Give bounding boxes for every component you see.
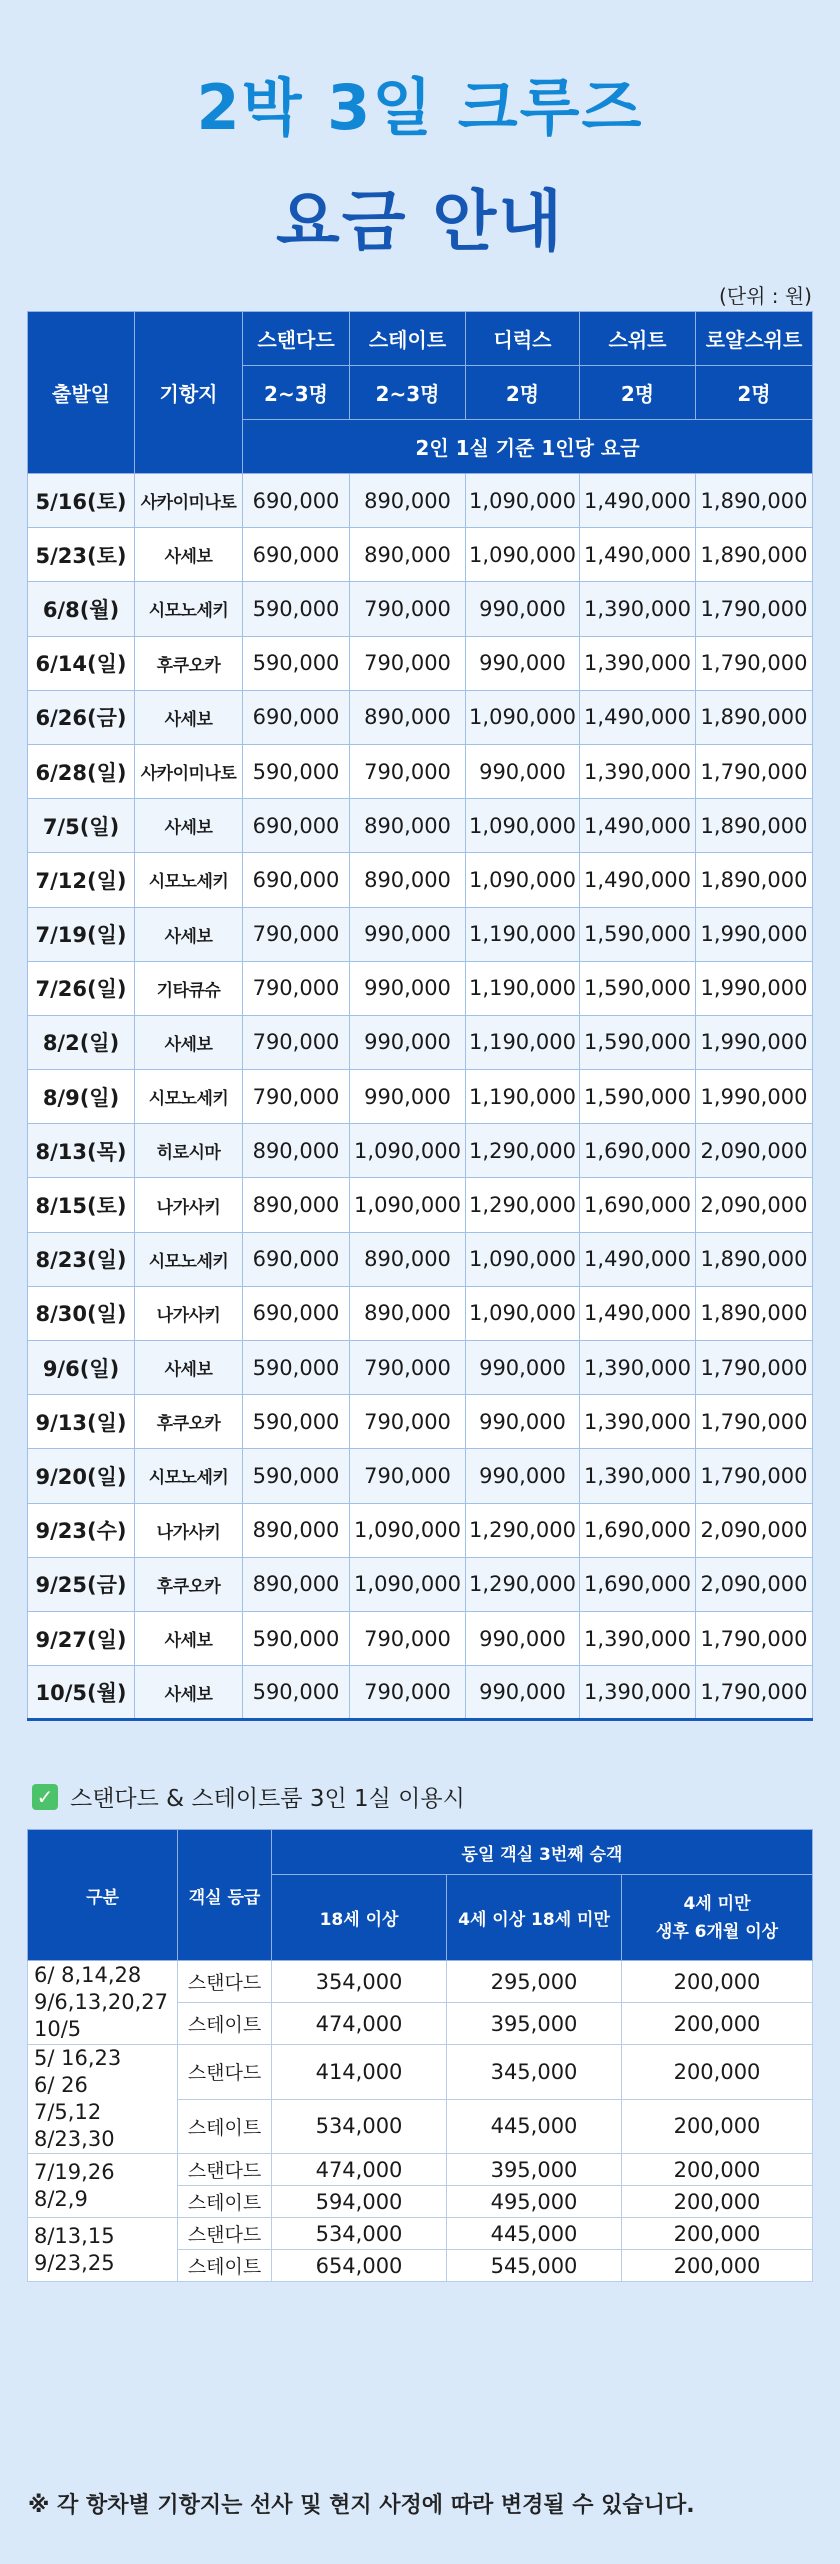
price-cell: 690,000 xyxy=(243,1232,350,1286)
price-cell: 2,090,000 xyxy=(696,1124,813,1178)
price-cell: 690,000 xyxy=(243,528,350,582)
price-cell: 790,000 xyxy=(350,1449,466,1503)
port-of-call: 기타큐슈 xyxy=(135,961,243,1015)
price-cell: 1,790,000 xyxy=(696,1666,813,1720)
fare-table xyxy=(27,311,813,1721)
price-cell: 790,000 xyxy=(350,1341,466,1395)
price-cell: 1,890,000 xyxy=(696,799,813,853)
col-header-grade: 객실 등급 xyxy=(178,1830,272,1961)
room-type-header: 디럭스 xyxy=(466,312,580,366)
price-cell: 790,000 xyxy=(350,636,466,690)
price-cell: 990,000 xyxy=(350,1070,466,1124)
port-of-call: 후쿠오카 xyxy=(135,1557,243,1611)
departure-date: 9/20(일) xyxy=(28,1449,135,1503)
price-cell: 1,390,000 xyxy=(580,1611,696,1665)
price-cell: 790,000 xyxy=(350,1666,466,1720)
unit-note: (단위 : 원) xyxy=(718,284,812,308)
port-of-call: 사세보 xyxy=(135,1015,243,1069)
price-cell: 534,000 xyxy=(272,2099,447,2154)
price-cell: 590,000 xyxy=(243,744,350,798)
table-row xyxy=(28,1070,813,1124)
price-cell: 590,000 xyxy=(243,636,350,690)
price-cell: 1,490,000 xyxy=(580,853,696,907)
price-cell: 1,090,000 xyxy=(350,1178,466,1232)
room-type-header: 스테이트 xyxy=(350,312,466,366)
price-cell: 1,090,000 xyxy=(466,528,580,582)
port-of-call: 사세보 xyxy=(135,1611,243,1665)
price-cell: 1,590,000 xyxy=(580,961,696,1015)
table-row xyxy=(28,1611,813,1665)
price-cell: 1,790,000 xyxy=(696,1341,813,1395)
price-cell: 295,000 xyxy=(447,1961,622,2003)
price-cell: 1,290,000 xyxy=(466,1124,580,1178)
room-grade: 스탠다드 xyxy=(178,2218,272,2250)
table-row xyxy=(28,528,813,582)
room-grade: 스테이트 xyxy=(178,2003,272,2045)
departure-date: 5/23(토) xyxy=(28,528,135,582)
price-cell: 1,190,000 xyxy=(466,961,580,1015)
table-row xyxy=(28,1232,813,1286)
price-cell: 1,690,000 xyxy=(580,1178,696,1232)
price-cell: 594,000 xyxy=(272,2186,447,2218)
table-row xyxy=(28,907,813,961)
price-cell: 990,000 xyxy=(350,1015,466,1069)
price-cell: 790,000 xyxy=(350,582,466,636)
price-cell: 890,000 xyxy=(350,474,466,528)
occupancy-header: 2명 xyxy=(580,366,696,420)
departure-date: 7/12(일) xyxy=(28,853,135,907)
price-cell: 445,000 xyxy=(447,2099,622,2154)
price-cell: 990,000 xyxy=(466,1341,580,1395)
port-of-call: 시모노세키 xyxy=(135,853,243,907)
price-cell: 590,000 xyxy=(243,1611,350,1665)
room-grade: 스테이트 xyxy=(178,2250,272,2282)
price-cell: 890,000 xyxy=(350,528,466,582)
price-cell: 1,790,000 xyxy=(696,1395,813,1449)
departure-date: 8/15(토) xyxy=(28,1178,135,1232)
table-row xyxy=(28,961,813,1015)
price-cell: 1,690,000 xyxy=(580,1557,696,1611)
price-cell: 1,890,000 xyxy=(696,690,813,744)
price-cell: 1,990,000 xyxy=(696,1070,813,1124)
price-cell: 200,000 xyxy=(622,2099,813,2154)
check-box-icon: ✓ xyxy=(32,1784,58,1810)
price-cell: 890,000 xyxy=(243,1503,350,1557)
price-cell: 2,090,000 xyxy=(696,1503,813,1557)
port-of-call: 시모노세키 xyxy=(135,1070,243,1124)
price-cell: 790,000 xyxy=(350,1611,466,1665)
departure-date: 8/13(목) xyxy=(28,1124,135,1178)
departure-date: 7/26(일) xyxy=(28,961,135,1015)
price-cell: 1,890,000 xyxy=(696,1232,813,1286)
price-cell: 1,490,000 xyxy=(580,474,696,528)
price-cell: 990,000 xyxy=(466,1395,580,1449)
table-row xyxy=(28,2154,813,2186)
price-cell: 345,000 xyxy=(447,2045,622,2100)
port-of-call: 후쿠오카 xyxy=(135,636,243,690)
room-grade: 스탠다드 xyxy=(178,1961,272,2003)
price-cell: 890,000 xyxy=(243,1557,350,1611)
port-of-call: 시모노세키 xyxy=(135,582,243,636)
price-cell: 990,000 xyxy=(466,636,580,690)
table-row xyxy=(28,1286,813,1340)
price-cell: 545,000 xyxy=(447,2250,622,2282)
price-cell: 790,000 xyxy=(243,907,350,961)
price-cell: 790,000 xyxy=(243,961,350,1015)
price-cell: 590,000 xyxy=(243,1666,350,1720)
occupancy-header: 2명 xyxy=(696,366,813,420)
departure-date: 8/30(일) xyxy=(28,1286,135,1340)
table-row xyxy=(28,474,813,528)
port-of-call: 사카이미나토 xyxy=(135,744,243,798)
price-cell: 2,090,000 xyxy=(696,1557,813,1611)
price-cell: 1,090,000 xyxy=(350,1503,466,1557)
price-cell: 1,090,000 xyxy=(466,853,580,907)
price-cell: 200,000 xyxy=(622,2218,813,2250)
port-of-call: 시모노세키 xyxy=(135,1449,243,1503)
price-cell: 495,000 xyxy=(447,2186,622,2218)
date-group: 6/ 8,14,28 9/6,13,20,27 10/5 xyxy=(28,1961,178,2045)
price-cell: 1,790,000 xyxy=(696,582,813,636)
port-of-call: 나가사키 xyxy=(135,1503,243,1557)
port-of-call: 사세보 xyxy=(135,1666,243,1720)
price-cell: 1,390,000 xyxy=(580,636,696,690)
price-cell: 790,000 xyxy=(350,1395,466,1449)
price-cell: 1,490,000 xyxy=(580,1286,696,1340)
table-row xyxy=(28,1015,813,1069)
price-cell: 890,000 xyxy=(243,1124,350,1178)
col-header-departure: 출발일 xyxy=(28,312,135,474)
price-cell: 1,190,000 xyxy=(466,1070,580,1124)
price-cell: 200,000 xyxy=(622,2250,813,2282)
age-header: 4세 이상 18세 미만 xyxy=(447,1875,622,1961)
table-row xyxy=(28,1395,813,1449)
price-cell: 590,000 xyxy=(243,1341,350,1395)
price-cell: 790,000 xyxy=(243,1015,350,1069)
room-grade: 스탠다드 xyxy=(178,2045,272,2100)
price-cell: 1,390,000 xyxy=(580,1395,696,1449)
price-cell: 1,890,000 xyxy=(696,474,813,528)
price-cell: 890,000 xyxy=(243,1178,350,1232)
price-cell: 534,000 xyxy=(272,2218,447,2250)
price-cell: 1,390,000 xyxy=(580,1449,696,1503)
price-cell: 1,090,000 xyxy=(350,1557,466,1611)
price-cell: 690,000 xyxy=(243,853,350,907)
departure-date: 7/5(일) xyxy=(28,799,135,853)
price-cell: 690,000 xyxy=(243,1286,350,1340)
price-cell: 990,000 xyxy=(350,961,466,1015)
date-group: 7/19,26 8/2,9 xyxy=(28,2154,178,2218)
price-cell: 395,000 xyxy=(447,2003,622,2045)
price-cell: 990,000 xyxy=(466,582,580,636)
price-cell: 1,390,000 xyxy=(580,1341,696,1395)
price-cell: 990,000 xyxy=(466,744,580,798)
departure-date: 7/19(일) xyxy=(28,907,135,961)
port-of-call: 사세보 xyxy=(135,799,243,853)
departure-date: 10/5(월) xyxy=(28,1666,135,1720)
table-row xyxy=(28,1124,813,1178)
price-cell: 1,890,000 xyxy=(696,853,813,907)
price-cell: 1,890,000 xyxy=(696,528,813,582)
occupancy-header: 2~3명 xyxy=(350,366,466,420)
departure-date: 8/9(일) xyxy=(28,1070,135,1124)
room-type-header: 스위트 xyxy=(580,312,696,366)
price-cell: 890,000 xyxy=(350,690,466,744)
price-cell: 1,590,000 xyxy=(580,907,696,961)
price-cell: 2,090,000 xyxy=(696,1178,813,1232)
price-cell: 1,690,000 xyxy=(580,1124,696,1178)
triple-fare-table xyxy=(27,1829,813,2282)
table-row xyxy=(28,1178,813,1232)
page-subtitle: 요금 안내 xyxy=(275,183,564,260)
price-cell: 590,000 xyxy=(243,582,350,636)
footnote: ※ 각 항차별 기항지는 선사 및 현지 사정에 따라 변경될 수 있습니다. xyxy=(28,2493,695,2518)
price-cell: 1,090,000 xyxy=(466,474,580,528)
price-cell: 445,000 xyxy=(447,2218,622,2250)
price-cell: 200,000 xyxy=(622,2003,813,2045)
price-cell: 200,000 xyxy=(622,1961,813,2003)
price-cell: 1,090,000 xyxy=(466,1232,580,1286)
departure-date: 9/27(일) xyxy=(28,1611,135,1665)
table-row xyxy=(28,1666,813,1720)
room-type-header: 스탠다드 xyxy=(243,312,350,366)
price-cell: 1,490,000 xyxy=(580,799,696,853)
price-cell: 474,000 xyxy=(272,2154,447,2186)
price-cell: 1,290,000 xyxy=(466,1178,580,1232)
departure-date: 9/6(일) xyxy=(28,1341,135,1395)
price-cell: 590,000 xyxy=(243,1395,350,1449)
triple-section-heading xyxy=(32,1780,465,1813)
port-of-call: 사세보 xyxy=(135,1341,243,1395)
room-type-header: 로얄스위트 xyxy=(696,312,813,366)
age-header: 18세 이상 xyxy=(272,1875,447,1961)
price-cell: 1,390,000 xyxy=(580,582,696,636)
occupancy-header: 2~3명 xyxy=(243,366,350,420)
price-cell: 990,000 xyxy=(466,1611,580,1665)
price-cell: 990,000 xyxy=(350,907,466,961)
price-cell: 414,000 xyxy=(272,2045,447,2100)
port-of-call: 사세보 xyxy=(135,907,243,961)
price-cell: 890,000 xyxy=(350,1232,466,1286)
port-of-call: 나가사키 xyxy=(135,1286,243,1340)
port-of-call: 사세보 xyxy=(135,528,243,582)
room-grade: 스테이트 xyxy=(178,2099,272,2154)
col-header-third-passenger: 동일 객실 3번째 승객 xyxy=(272,1830,813,1875)
price-cell: 1,190,000 xyxy=(466,1015,580,1069)
table-row xyxy=(28,1961,813,2003)
price-cell: 790,000 xyxy=(350,744,466,798)
price-cell: 354,000 xyxy=(272,1961,447,2003)
room-grade: 스탠다드 xyxy=(178,2154,272,2186)
port-of-call: 사세보 xyxy=(135,690,243,744)
departure-date: 9/23(수) xyxy=(28,1503,135,1557)
age-header: 4세 미만 생후 6개월 이상 xyxy=(622,1875,813,1961)
price-cell: 1,490,000 xyxy=(580,690,696,744)
price-cell: 1,990,000 xyxy=(696,907,813,961)
table-row xyxy=(28,582,813,636)
price-cell: 474,000 xyxy=(272,2003,447,2045)
port-of-call: 히로시마 xyxy=(135,1124,243,1178)
price-cell: 1,290,000 xyxy=(466,1503,580,1557)
table-row xyxy=(28,1449,813,1503)
table-row xyxy=(28,636,813,690)
departure-date: 5/16(토) xyxy=(28,474,135,528)
table-row xyxy=(28,799,813,853)
price-cell: 1,790,000 xyxy=(696,1611,813,1665)
price-cell: 1,590,000 xyxy=(580,1070,696,1124)
price-cell: 1,290,000 xyxy=(466,1557,580,1611)
price-cell: 990,000 xyxy=(466,1449,580,1503)
table-row xyxy=(28,1341,813,1395)
departure-date: 9/13(일) xyxy=(28,1395,135,1449)
price-cell: 1,190,000 xyxy=(466,907,580,961)
price-cell: 395,000 xyxy=(447,2154,622,2186)
table-row xyxy=(28,1557,813,1611)
departure-date: 6/14(일) xyxy=(28,636,135,690)
col-header-port: 기항지 xyxy=(135,312,243,474)
basis-note-header: 2인 1실 기준 1인당 요금 xyxy=(243,420,813,474)
price-cell: 1,090,000 xyxy=(466,690,580,744)
price-cell: 654,000 xyxy=(272,2250,447,2282)
price-cell: 1,790,000 xyxy=(696,636,813,690)
port-of-call: 나가사키 xyxy=(135,1178,243,1232)
price-cell: 1,690,000 xyxy=(580,1503,696,1557)
port-of-call: 후쿠오카 xyxy=(135,1395,243,1449)
port-of-call: 시모노세키 xyxy=(135,1232,243,1286)
price-cell: 990,000 xyxy=(466,1666,580,1720)
price-cell: 1,390,000 xyxy=(580,1666,696,1720)
price-cell: 890,000 xyxy=(350,853,466,907)
price-cell: 1,090,000 xyxy=(466,1286,580,1340)
table-row xyxy=(28,744,813,798)
price-cell: 1,890,000 xyxy=(696,1286,813,1340)
price-cell: 1,790,000 xyxy=(696,1449,813,1503)
price-cell: 200,000 xyxy=(622,2154,813,2186)
port-of-call: 사카이미나토 xyxy=(135,474,243,528)
table-row xyxy=(28,853,813,907)
price-cell: 1,390,000 xyxy=(580,744,696,798)
departure-date: 8/2(일) xyxy=(28,1015,135,1069)
departure-date: 9/25(금) xyxy=(28,1557,135,1611)
price-cell: 1,490,000 xyxy=(580,1232,696,1286)
col-header-group: 구분 xyxy=(28,1830,178,1961)
departure-date: 8/23(일) xyxy=(28,1232,135,1286)
page-title: 2박 3일 크루즈 xyxy=(196,71,644,144)
price-cell: 1,490,000 xyxy=(580,528,696,582)
price-cell: 1,990,000 xyxy=(696,1015,813,1069)
price-cell: 200,000 xyxy=(622,2045,813,2100)
occupancy-header: 2명 xyxy=(466,366,580,420)
departure-date: 6/8(월) xyxy=(28,582,135,636)
price-cell: 690,000 xyxy=(243,474,350,528)
triple-section-title: 스탠다드 & 스테이트룸 3인 1실 이용시 xyxy=(70,1786,465,1812)
price-cell: 1,090,000 xyxy=(350,1124,466,1178)
date-group: 8/13,15 9/23,25 xyxy=(28,2218,178,2282)
price-cell: 890,000 xyxy=(350,799,466,853)
table-row xyxy=(28,2218,813,2250)
price-cell: 690,000 xyxy=(243,799,350,853)
room-grade: 스테이트 xyxy=(178,2186,272,2218)
price-cell: 890,000 xyxy=(350,1286,466,1340)
table-row xyxy=(28,1503,813,1557)
date-group: 5/ 16,23 6/ 26 7/5,12 8/23,30 xyxy=(28,2045,178,2154)
price-cell: 690,000 xyxy=(243,690,350,744)
table-row xyxy=(28,2045,813,2100)
price-cell: 590,000 xyxy=(243,1449,350,1503)
price-cell: 1,090,000 xyxy=(466,799,580,853)
price-cell: 200,000 xyxy=(622,2186,813,2218)
price-cell: 1,590,000 xyxy=(580,1015,696,1069)
price-cell: 790,000 xyxy=(243,1070,350,1124)
price-cell: 1,790,000 xyxy=(696,744,813,798)
departure-date: 6/26(금) xyxy=(28,690,135,744)
price-cell: 1,990,000 xyxy=(696,961,813,1015)
departure-date: 6/28(일) xyxy=(28,744,135,798)
table-row xyxy=(28,690,813,744)
